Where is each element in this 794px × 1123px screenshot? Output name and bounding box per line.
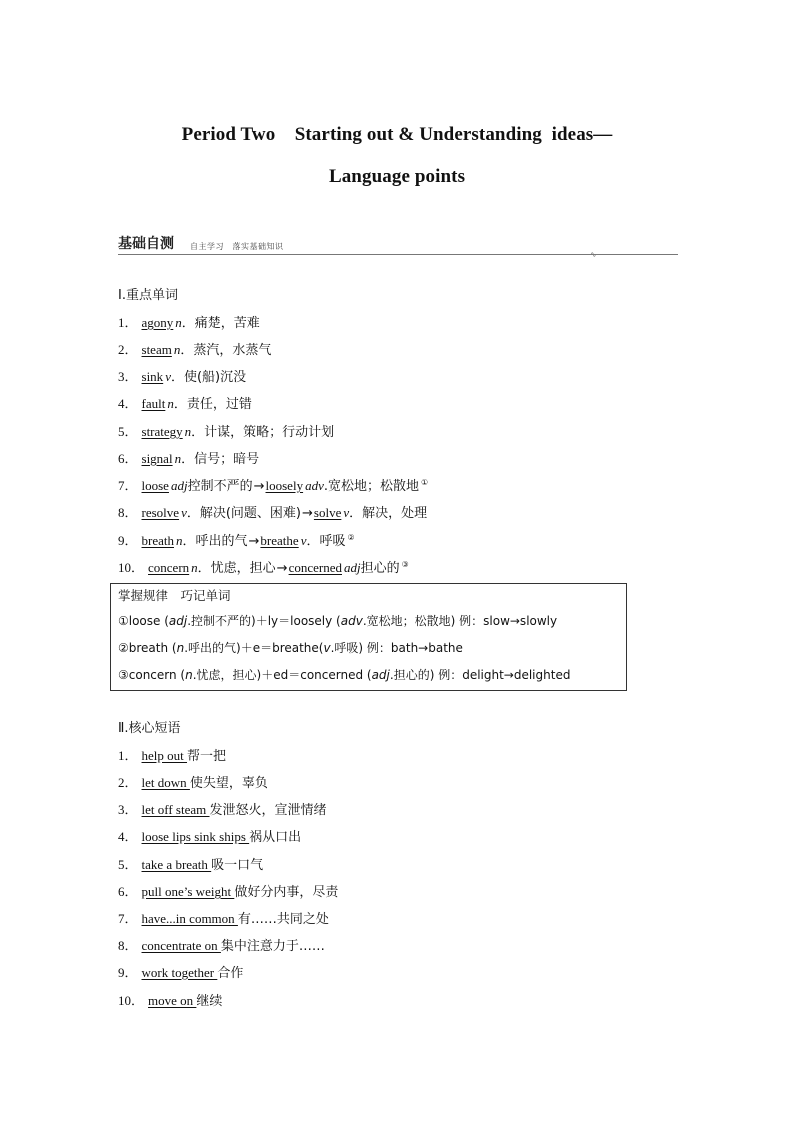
answer-word-derived: breathe (260, 533, 299, 548)
item-number: 8． (118, 938, 138, 953)
tip-text: .呼出的气)＋e＝breathe( (184, 641, 324, 655)
answer-word-derived: concerned (288, 560, 342, 575)
part-of-speech: adj (371, 668, 390, 682)
meaning: 祸从口出 (249, 830, 302, 845)
vocab-section-label: Ⅰ.重点单词 (118, 288, 178, 303)
tip-text: ①loose ( (118, 614, 169, 628)
item-number: 9． (118, 533, 138, 548)
phrases-section-label: Ⅱ.核心短语 (118, 721, 181, 736)
vocab-item (118, 421, 334, 440)
item-number: 6． (118, 884, 138, 899)
item-number: 2． (118, 775, 138, 790)
answer-word: concern (148, 560, 190, 575)
item-number: 10． (118, 560, 145, 575)
answer-phrase: move on (148, 993, 197, 1008)
part-of-speech: v (343, 505, 350, 520)
part-of-speech: adj (344, 560, 361, 575)
meaning: 有……共同之处 (237, 912, 329, 927)
meaning: 帮一把 (187, 749, 227, 764)
page-title-line-2: Language points (328, 166, 466, 187)
derivation-arrow: → (302, 506, 313, 521)
tip-text: ③concern ( (118, 668, 186, 682)
answer-word: agony (141, 315, 174, 330)
vocab-item (118, 557, 409, 576)
tip-text: .控制不严的)＋ly＝loosely ( (187, 614, 341, 628)
section-header-subtitle: 自主学习 落实基础知识 (190, 242, 284, 251)
vocab-item (118, 530, 355, 549)
answer-phrase: let down (141, 775, 190, 790)
item-number: 4． (118, 829, 138, 844)
meaning: 使失望，辜负 (189, 776, 268, 791)
vocab-item (118, 475, 428, 494)
meaning: ．计谋，策略；行动计划 (191, 425, 335, 440)
meaning: ．使(船)沉没 (170, 370, 247, 385)
answer-word-derived: solve (313, 505, 342, 520)
answer-phrase: let off steam (141, 802, 210, 817)
answer-word: loose (141, 478, 169, 493)
answer-word-derived: loosely (265, 478, 304, 493)
part-of-speech: n (176, 533, 183, 548)
answer-word: breath (141, 533, 174, 548)
vocab-item (118, 312, 260, 331)
vocab-item (118, 366, 246, 385)
vocab-item (118, 502, 427, 521)
answer-phrase: loose lips sink ships (141, 829, 250, 844)
part-of-speech: adj (168, 614, 188, 628)
meaning: ．呼出的气 (182, 534, 248, 549)
phrase-item (118, 854, 263, 873)
meaning: ．忧虑，担心 (197, 561, 276, 576)
tip-text: .担心的) 例：delight→delighted (389, 668, 571, 682)
item-number: 3． (118, 802, 138, 817)
item-number: 10． (118, 993, 145, 1008)
part-of-speech: n (176, 641, 185, 655)
answer-phrase: work together (141, 965, 218, 980)
meaning: ．责任，过错 (173, 397, 252, 412)
part-of-speech: v (165, 369, 171, 384)
meaning: .宽松地；松散地 (323, 479, 419, 494)
answer-phrase: concentrate on (141, 938, 221, 953)
part-of-speech: v (181, 505, 187, 520)
meaning: ．呼吸 (306, 534, 346, 549)
part-of-speech: adv (340, 614, 363, 628)
meaning: 继续 (196, 994, 223, 1009)
answer-word: strategy (141, 424, 183, 439)
part-of-speech: n (167, 396, 174, 411)
footnote-marker: ① (421, 477, 429, 487)
meaning: 合作 (217, 966, 244, 981)
vocab-item (118, 393, 252, 412)
meaning: 做好分内事，尽责 (234, 885, 339, 900)
item-number: 8． (118, 505, 138, 520)
answer-phrase: help out (141, 748, 188, 763)
part-of-speech: adv (305, 478, 324, 493)
item-number: 7． (118, 911, 138, 926)
item-number: 1． (118, 748, 138, 763)
item-number: 1． (118, 315, 138, 330)
tip-text: .忧虑，担心)＋ed＝concerned ( (192, 668, 372, 682)
tip-line (118, 639, 463, 656)
footnote-marker: ③ (401, 559, 409, 569)
part-of-speech: n (174, 451, 182, 466)
derivation-arrow: → (276, 561, 288, 576)
footnote-marker: ② (347, 532, 355, 542)
item-number: 7． (118, 478, 138, 493)
vocab-item (118, 448, 259, 467)
part-of-speech: adj (170, 478, 188, 493)
part-of-speech: v (300, 533, 307, 548)
meaning: 吸一口气 (211, 858, 264, 873)
meaning: ．蒸汽，水蒸气 (180, 343, 272, 358)
part-of-speech: n (185, 668, 193, 682)
phrase-item (118, 990, 222, 1009)
tip-line (118, 666, 570, 683)
meaning: 控制不严的 (187, 479, 253, 494)
part-of-speech: n (173, 342, 181, 357)
section-header-title: 基础自测 (118, 236, 174, 252)
derivation-arrow: → (248, 534, 260, 549)
phrase-item (118, 881, 338, 900)
tip-text: .宽松地；松散地) 例：slow→slowly (362, 614, 558, 628)
item-number: 3． (118, 369, 138, 384)
section-header (118, 232, 678, 258)
item-number: 2． (118, 342, 138, 357)
tip-line (118, 612, 557, 629)
answer-phrase: have...in common (141, 911, 238, 926)
meaning: 发泄怒火，宣泄情绪 (209, 803, 327, 818)
phrase-item (118, 935, 325, 954)
answer-word: fault (141, 396, 166, 411)
rule-notch-icon: ∿ (590, 250, 597, 259)
part-of-speech: n (184, 424, 192, 439)
part-of-speech: v (323, 641, 331, 655)
phrase-item (118, 799, 327, 818)
item-number: 6． (118, 451, 138, 466)
derivation-arrow: → (253, 479, 265, 494)
meaning: ．信号；暗号 (181, 452, 260, 467)
meaning: ．解决(问题、困难) (186, 506, 301, 521)
phrase-item (118, 908, 329, 927)
phrase-item (118, 745, 226, 764)
meaning: 集中注意力于…… (220, 939, 325, 954)
meaning: ．解决，处理 (349, 506, 428, 521)
answer-phrase: take a breath (141, 857, 212, 872)
meaning: ．痛楚，苦难 (181, 316, 260, 331)
part-of-speech: n (175, 315, 182, 330)
tip-text: ②breath ( (118, 641, 177, 655)
memory-tips-box (110, 583, 627, 691)
answer-word: resolve (141, 505, 180, 520)
phrase-item (118, 962, 243, 981)
answer-word: sink (141, 369, 164, 384)
item-number: 9． (118, 965, 138, 980)
tips-title: 掌握规律 巧记单词 (118, 588, 231, 603)
part-of-speech: n (191, 560, 198, 575)
answer-word: steam (141, 342, 172, 357)
item-number: 4． (118, 396, 138, 411)
answer-phrase: pull one’s weight (141, 884, 235, 899)
item-number: 5． (118, 857, 138, 872)
phrase-item (118, 826, 301, 845)
answer-word: signal (141, 451, 173, 466)
phrase-item (118, 772, 268, 791)
tip-text: .呼吸) 例：bath→bathe (330, 641, 463, 655)
meaning: 担心的 (360, 561, 400, 576)
vocab-item (118, 339, 271, 358)
item-number: 5． (118, 424, 138, 439)
page-title-line-1: Period Two Starting out & Understanding ideas— (181, 124, 613, 145)
